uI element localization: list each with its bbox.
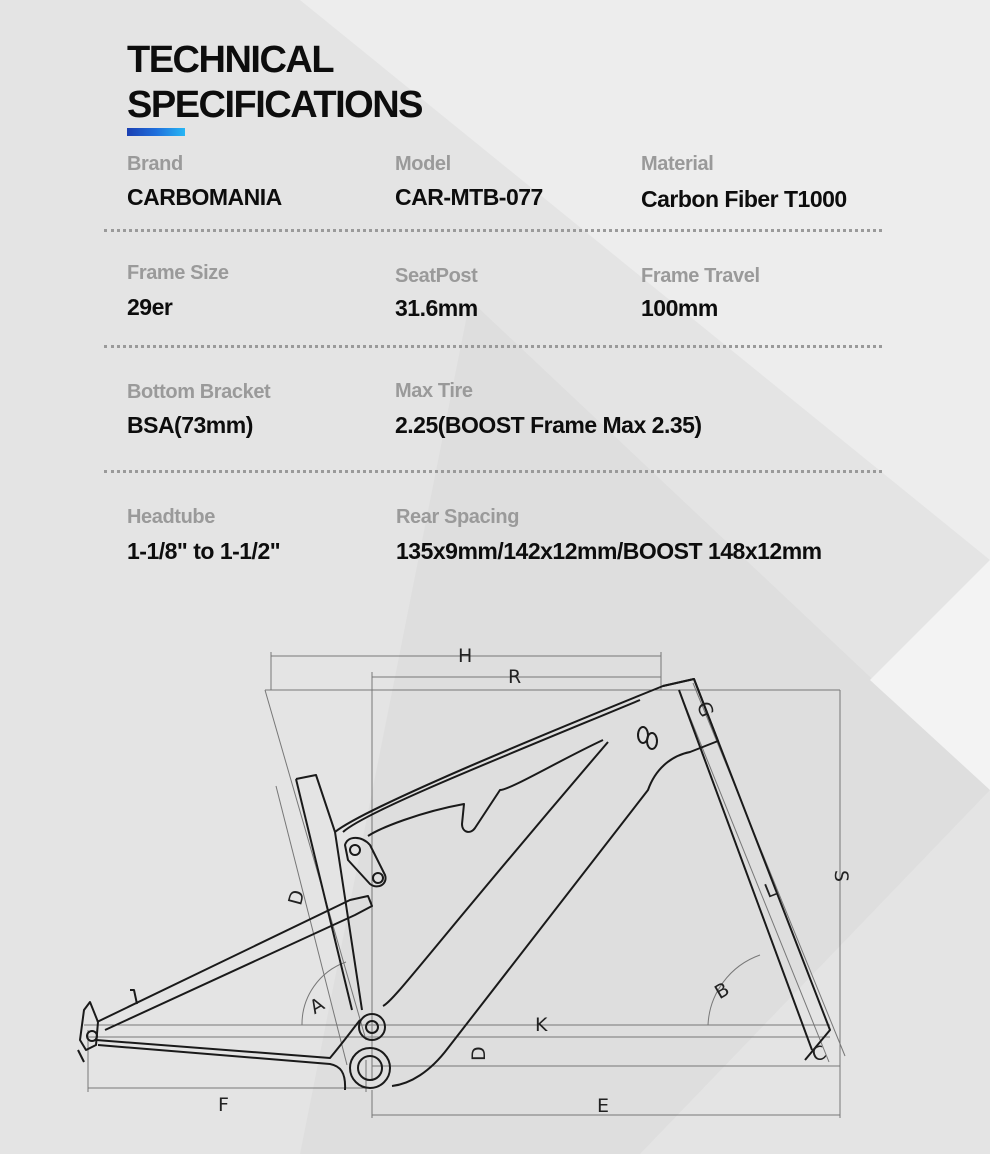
brand-label: Brand (127, 153, 183, 175)
headtube-value: 1-1/8" to 1-1/2" (127, 538, 281, 564)
title-line-1: TECHNICAL (127, 39, 334, 81)
seatpost-value: 31.6mm (395, 295, 478, 321)
frame-travel-label: Frame Travel (641, 265, 760, 287)
max-tire-label: Max Tire (395, 380, 473, 402)
page-title (127, 38, 422, 128)
material-label: Material (641, 153, 714, 175)
dimension-c-label: C (808, 1041, 830, 1067)
dimension-f-label: F (218, 1094, 229, 1116)
frame-size-value: 29er (127, 294, 173, 320)
dimension-s-label: S (830, 870, 852, 883)
dimension-k-label: K (535, 1014, 548, 1036)
dimension-labels (218, 645, 852, 1117)
dimension-a-label: A (305, 993, 329, 1019)
frame-geometry-diagram (0, 600, 990, 1154)
bottom-bracket-label: Bottom Bracket (127, 381, 271, 403)
dimension-l-label: L (761, 878, 780, 903)
dimension-g-label: G (691, 698, 718, 721)
dimension-b-label: B (710, 978, 734, 1004)
max-tire-value: 2.25(BOOST Frame Max 2.35) (395, 412, 702, 438)
model-label: Model (395, 153, 451, 175)
model-value: CAR-MTB-077 (395, 184, 543, 210)
title-line-2: SPECIFICATIONS (127, 84, 422, 126)
rear-spacing-label: Rear Spacing (396, 506, 520, 528)
headtube-label: Headtube (127, 506, 215, 528)
brand-value: CARBOMANIA (127, 184, 282, 210)
dimension-d-label: D (468, 1046, 490, 1061)
divider-2 (104, 345, 882, 348)
bottom-bracket-value: BSA(73mm) (127, 412, 253, 438)
dimension-d-seat-label: D (284, 887, 310, 908)
title-accent-bar (127, 128, 185, 136)
frame-outline (78, 679, 830, 1090)
divider-1 (104, 229, 882, 232)
frame-size-label: Frame Size (127, 262, 229, 284)
frame-travel-value: 100mm (641, 295, 718, 321)
seatpost-label: SeatPost (395, 265, 478, 287)
dimension-e-label: E (597, 1095, 610, 1117)
rear-spacing-value: 135x9mm/142x12mm/BOOST 148x12mm (396, 538, 822, 564)
dimension-h-label: H (458, 645, 473, 667)
material-value: Carbon Fiber T1000 (641, 186, 847, 212)
dimension-r-label: R (508, 666, 522, 688)
divider-3 (104, 470, 882, 473)
